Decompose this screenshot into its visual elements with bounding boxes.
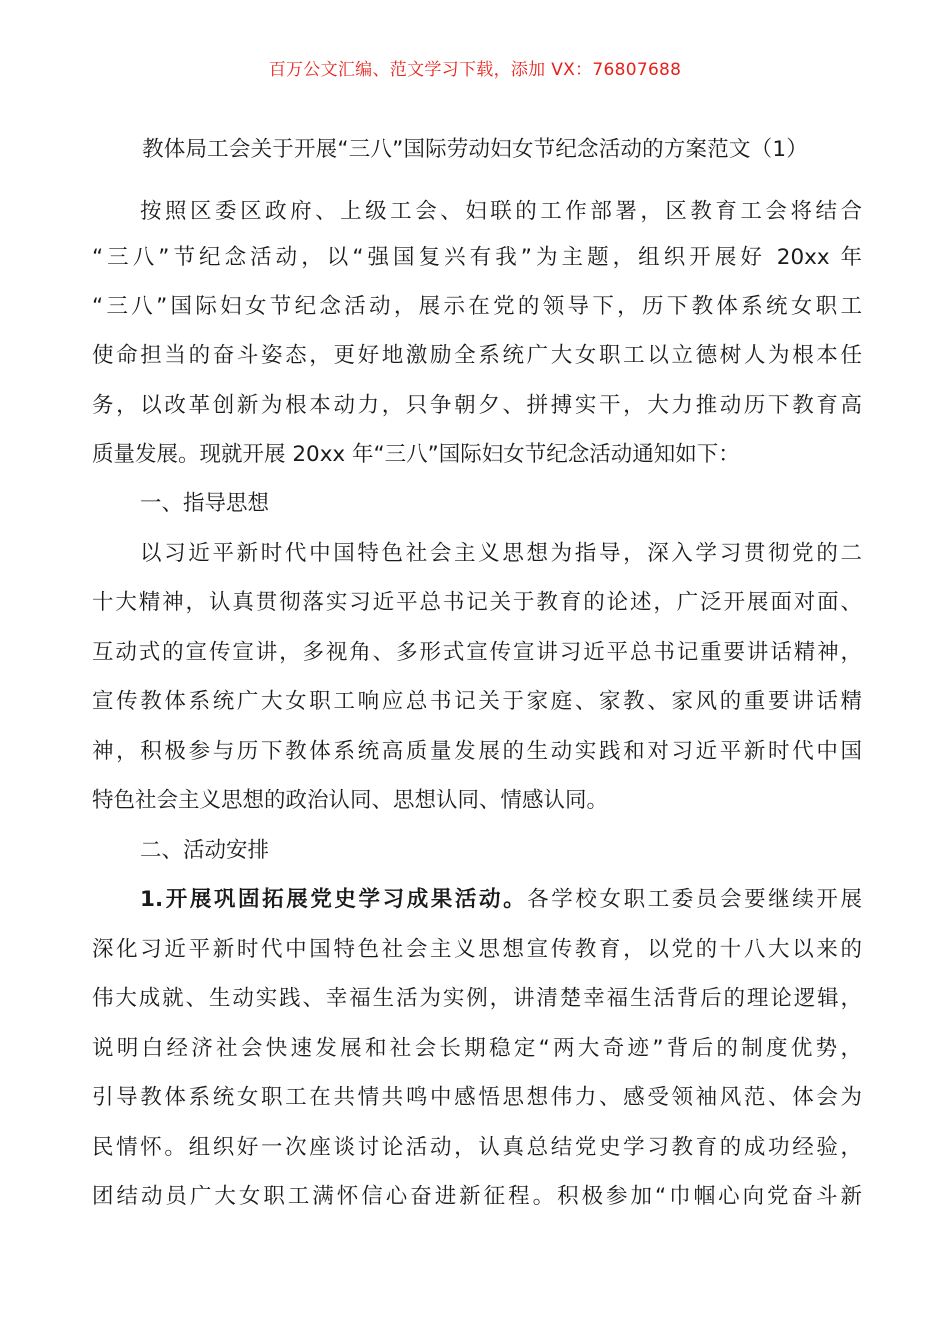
intro-line: 质量发展。现就开展 20xx 年“三八”国际妇女节纪念活动通知如下： [92,442,740,467]
intro-line: “三八”国际妇女节纪念活动，展示在党的领导下，历下教体系统女职工 [92,294,862,319]
section1-line: 宣传教体系统广大女职工响应总书记关于家庭、家教、家风的重要讲话精 [92,689,862,714]
document-title: 教体局工会关于开展“三八”国际劳动妇女节纪念活动的方案范文（1） [142,137,808,162]
item1-first-line [140,884,862,916]
section1-line: 十大精神，认真贯彻落实习近平总书记关于教育的论述，广泛开展面对面、 [92,590,862,615]
intro-line: 使命担当的奋斗姿态，更好地激励全系统广大女职工以立德树人为根本任 [92,343,862,368]
item1-line: 团结动员广大女职工满怀信心奋进新征程。积极参加“巾帼心向党奋斗新 [92,1184,862,1209]
item1-line: 深化习近平新时代中国特色社会主义思想宣传教育，以党的十八大以来的 [92,937,862,962]
item1-line: 伟大成就、生动实践、幸福生活为实例，讲清楚幸福生活背后的理论逻辑， [92,986,862,1011]
item1-first-rest: 各学校女职工委员会要继续开展 [527,887,862,912]
item1-line: 民情怀。组织好一次座谈讨论活动，认真总结党史学习教育的成功经验， [92,1135,862,1160]
section1-line: 神，积极参与历下教体系统高质量发展的生动实践和对习近平新时代中国 [92,739,862,764]
section1-line: 以习近平新时代中国特色社会主义思想为指导，深入学习贯彻党的二 [140,541,862,566]
section1-line: 特色社会主义思想的政治认同、思想认同、情感认同。 [92,788,609,813]
item1-bold-title: 1.开展巩固拓展党史学习成果活动。 [140,887,528,912]
item1-line: 引导教体系统女职工在共情共鸣中感悟思想伟力、感受领袖风范、体会为 [92,1085,862,1110]
header-watermark: 百万公文汇编、范文学习下载，添加 VX：76807688 [268,60,682,80]
item1-line: 说明白经济社会快速发展和社会长期稳定“两大奇迹”背后的制度优势， [92,1036,862,1061]
intro-line: 务，以改革创新为根本动力，只争朝夕、拼搏实干，大力推动历下教育高 [92,393,862,418]
section-heading-guiding-ideology: 一、指导思想 [140,491,270,516]
section1-line: 互动式的宣传宣讲，多视角、多形式宣传宣讲习近平总书记重要讲话精神， [92,640,862,665]
intro-line: “三八”节纪念活动，以“强国复兴有我”为主题，组织开展好 20xx 年 [92,245,862,270]
intro-line: 按照区委区政府、上级工会、妇联的工作部署，区教育工会将结合 [140,199,862,224]
section-heading-activity-arrangement: 二、活动安排 [140,838,270,863]
